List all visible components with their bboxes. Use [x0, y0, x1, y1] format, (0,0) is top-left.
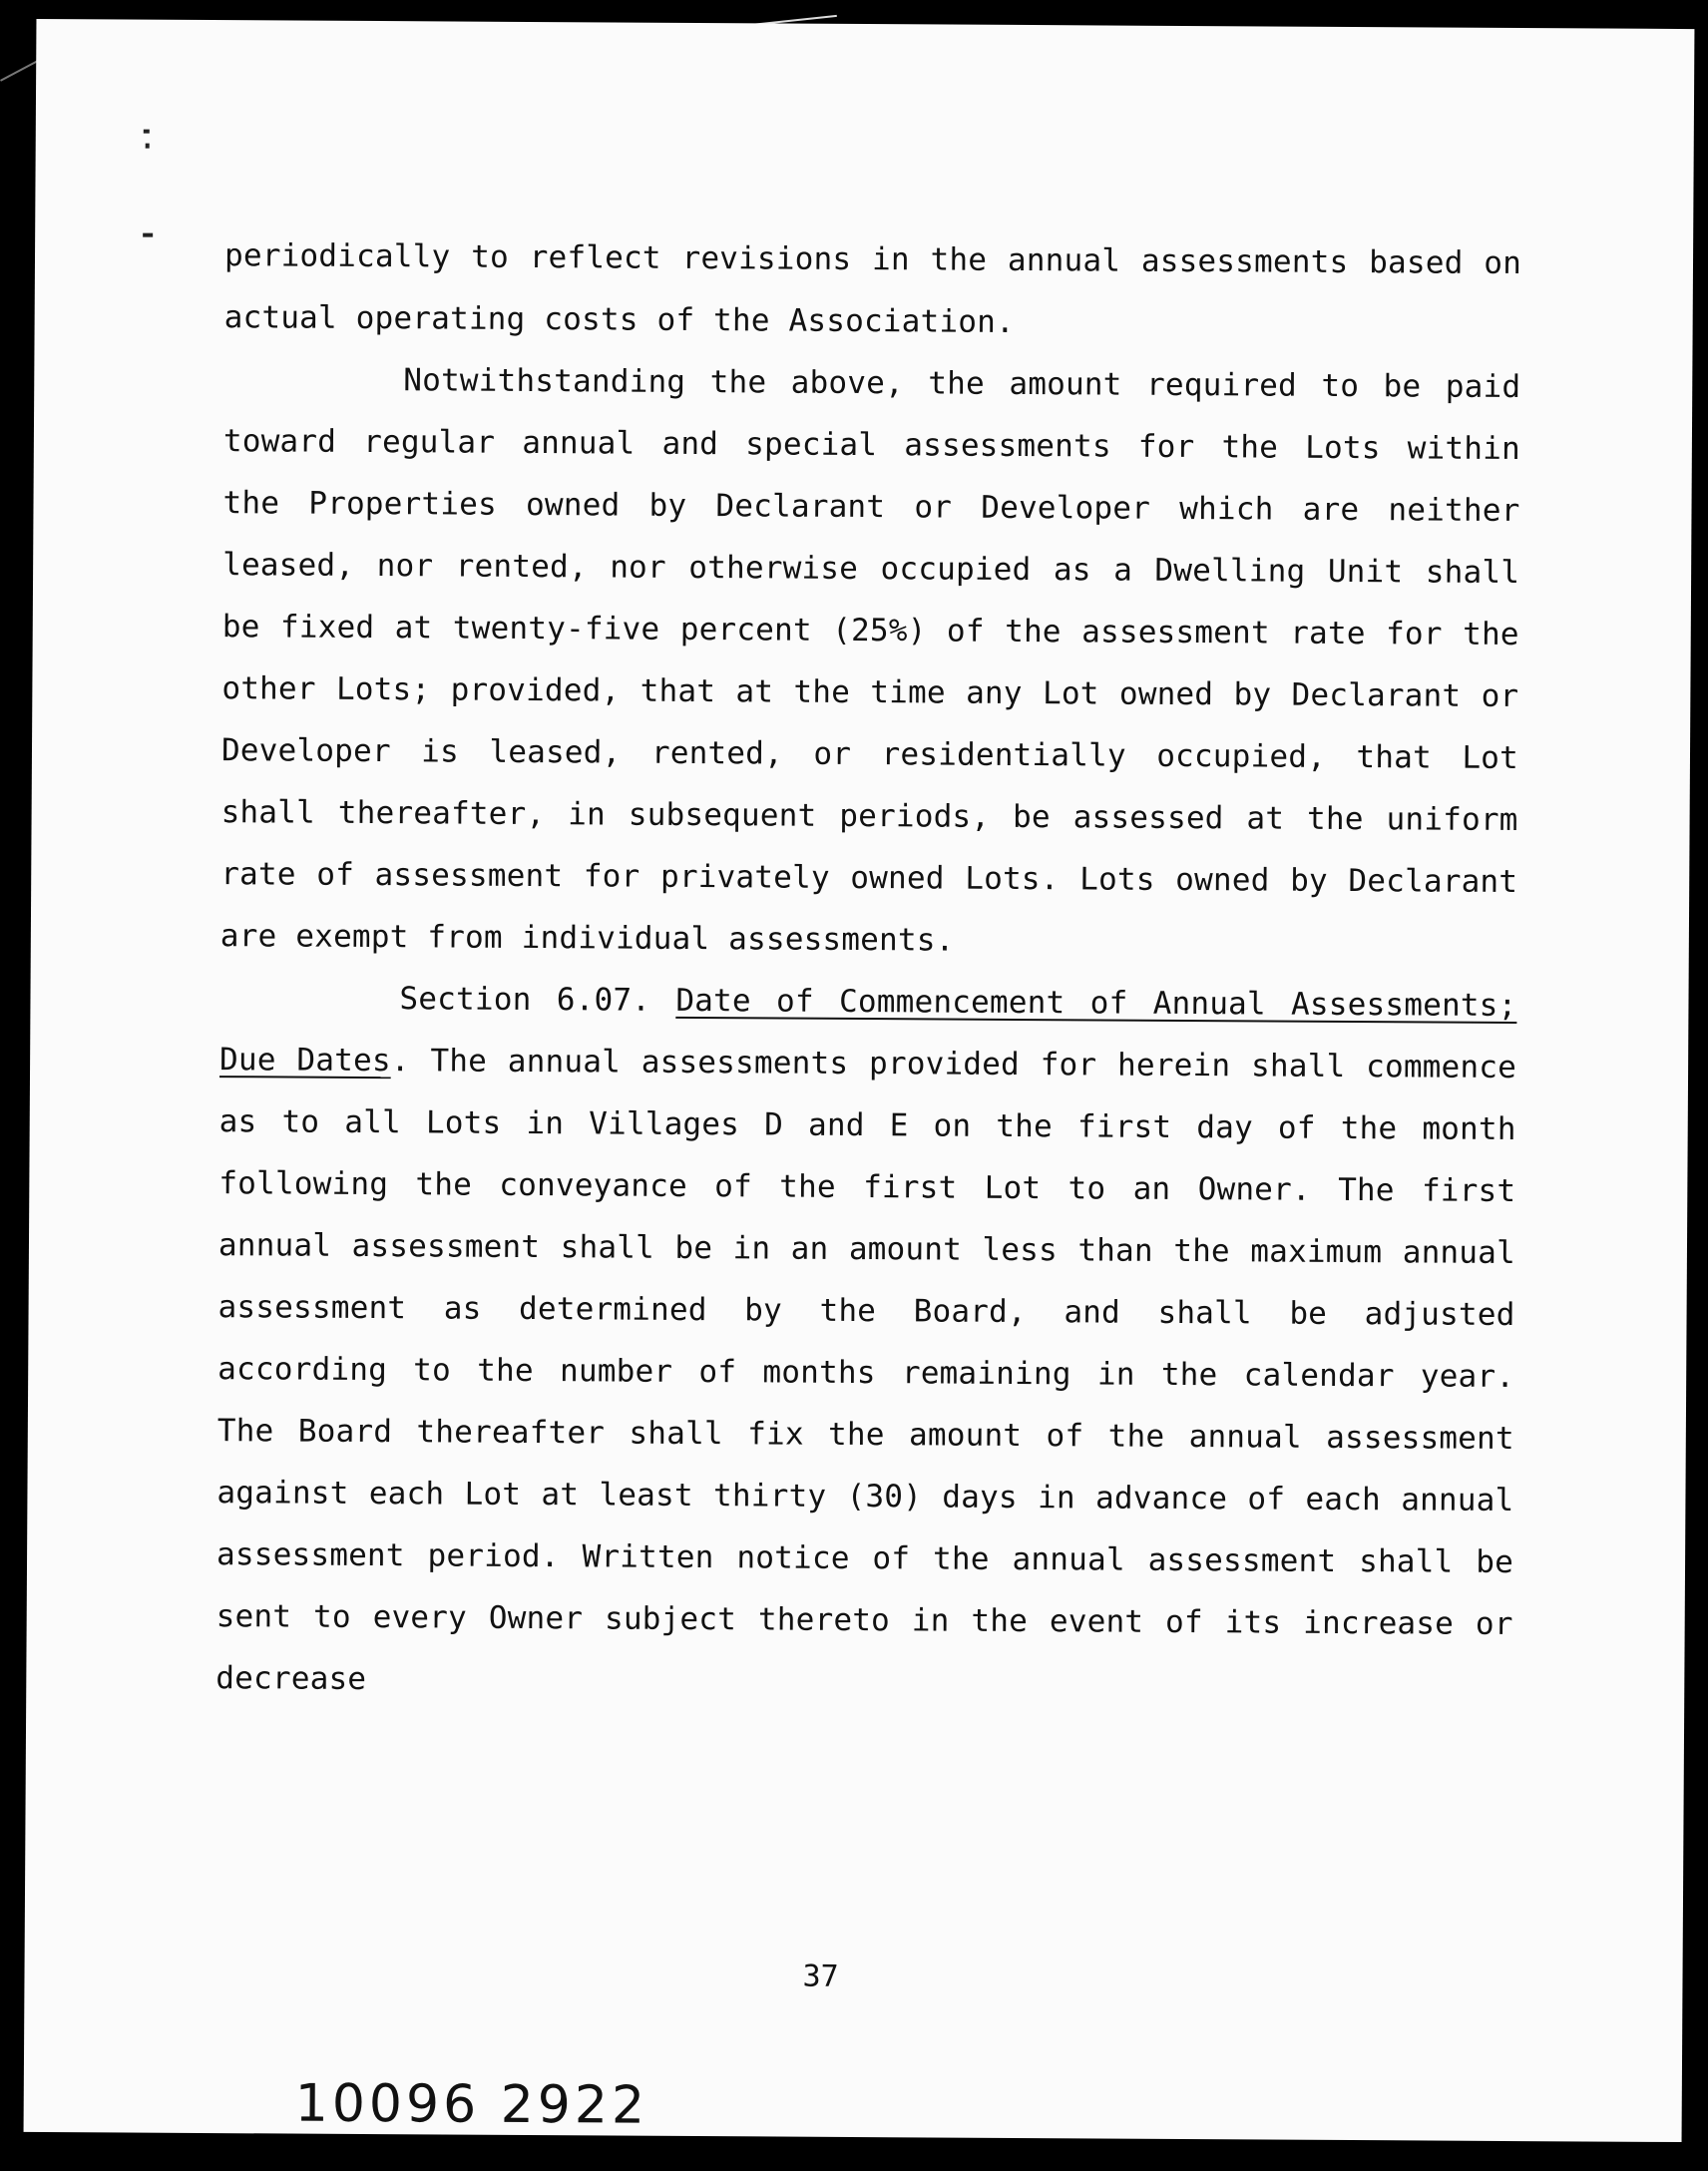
section-heading: Date of Commencement of Annual Assessments; Due Dates — [219, 982, 1517, 1080]
section-body: The annual assessments provided for herein shall commence as to all Lots in Villages D and E on the first day of the month following the conveyance of the first Lot to an Owner. The first annual assessment shall be in an amount less than the maximum annual assessment as determined by the Board, and shall be adjusted according to the number of months remaining in the calendar year. The Board thereafter shall fix the amount of the annual assessment against each Lot at least thirty (30) days in advance of each annual assessment period. Written notice of the annual assessment shall be sent to every Owner subject thereto in the event of its increase or decrease — [215, 1043, 1517, 1697]
document-page — [24, 19, 1695, 2142]
section-heading-period: . — [390, 1043, 410, 1080]
document-body — [215, 224, 1521, 1717]
paragraph-continuation: periodically to reflect revisions in the annual assessments based on actual operating costs of the Association. — [223, 237, 1522, 340]
scan-speck — [143, 233, 153, 237]
document-code: 10096 2922 — [294, 2073, 649, 2136]
page-number: 37 — [802, 1958, 839, 1994]
paragraph-notwithstanding: Notwithstanding the above, the amount required to be paid toward regular annual and special assessments for the Lots within the Properties owned by Declarant or Developer which are neither leased, nor rented, nor otherwise occupied as a Dwelling Unit shall be fixed at twenty-five percent (25%) of the assessment rate for the other Lots; provided, that at the time any Lot owned by Declarant or Developer is leased, rented, or residentially occupied, that Lot shall thereafter, in subsequent periods, be assessed at the uniform rate of assessment for privately owned Lots. Lots owned by Declarant are exempt from individual assessments. — [219, 362, 1521, 959]
scan-speck — [144, 130, 150, 134]
scan-speck — [146, 144, 150, 149]
section-6-07 — [215, 967, 1517, 1717]
section-number: Section 6.07. — [399, 981, 651, 1019]
